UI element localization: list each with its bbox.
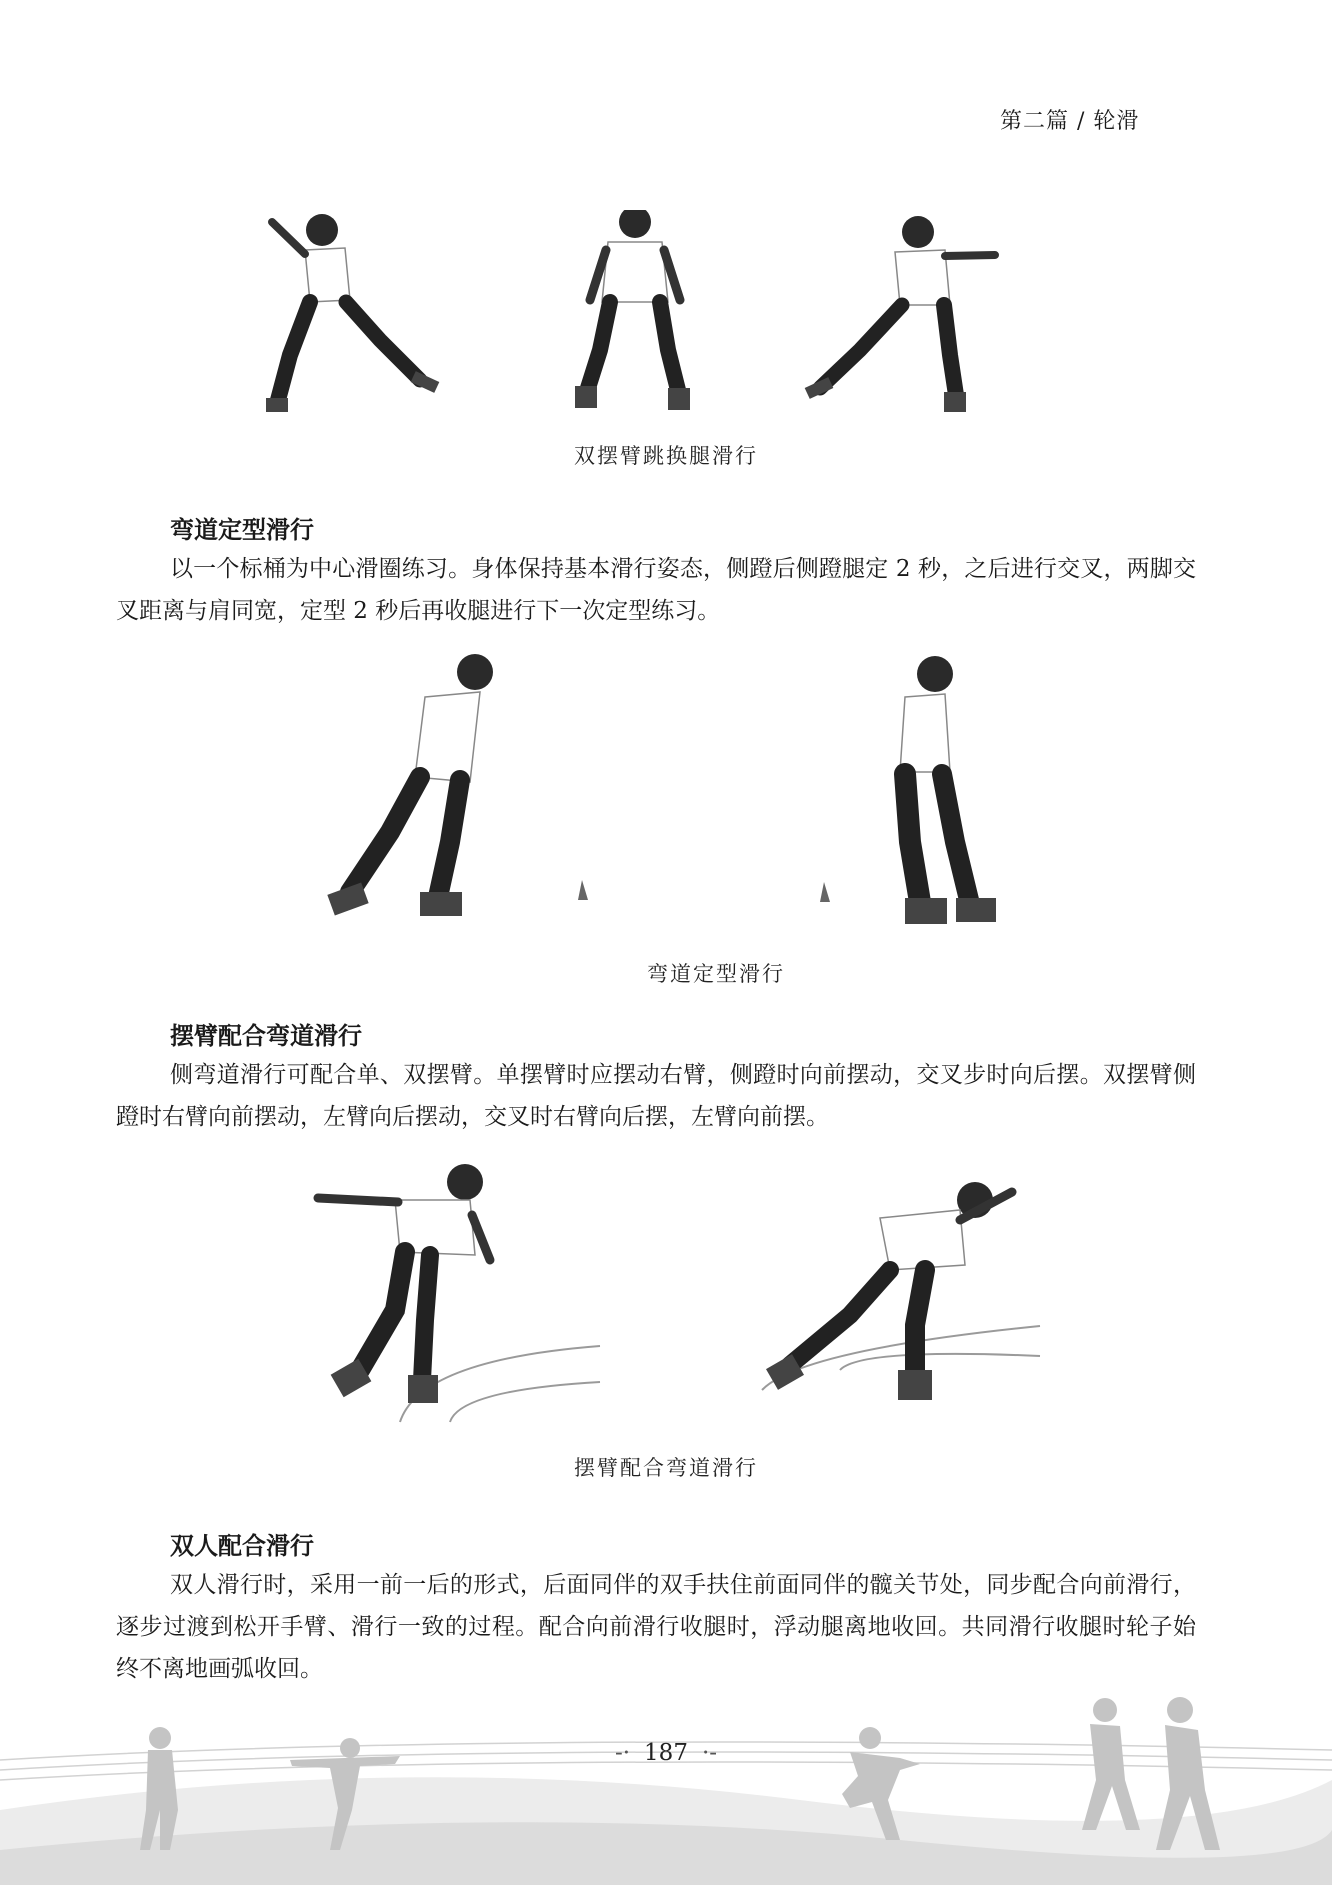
footer-decoration — [0, 1690, 1332, 1885]
skater-1 — [266, 214, 439, 412]
photo-skaters-jump-switch — [250, 210, 1030, 420]
photo-skaters-cone — [320, 652, 1000, 937]
figure-caption-1: 双摆臂跳换腿滑行 — [574, 444, 758, 468]
skater-left — [327, 654, 493, 916]
running-head: 第二篇 / 轮滑 — [1000, 109, 1140, 134]
section-title-pair-skating: 双人配合滑行 — [170, 1532, 314, 1560]
page-number-ornament-left: -· — [614, 1740, 631, 1766]
page-number-ornament-right: ·- — [701, 1740, 718, 1766]
skater-swing-1 — [318, 1164, 490, 1403]
section-paragraph-arm-swing-curve: 侧弯道滑行可配合单、双摆臂。单摆臂时应摆动右臂，侧蹬时向前摆动，交叉步时向后摆。双摆臂侧蹬时右臂向前摆动，左臂向后摆动，交叉时右臂向后摆，左臂向前摆。 — [116, 1062, 1196, 1130]
section-paragraph-curve-fixed: 以一个标桶为中心滑圈练习。身体保持基本滑行姿态，侧蹬后侧蹬腿定 2 秒，之后进行交叉，两脚交叉距离与肩同宽，定型 2 秒后再收腿进行下一次定型练习。 — [116, 556, 1196, 624]
skater-3 — [805, 216, 995, 412]
page-number-value: 187 — [644, 1740, 688, 1766]
footer-silhouettes-icon — [0, 1690, 1332, 1885]
skater-2 — [575, 210, 690, 410]
cone-right — [820, 882, 830, 902]
cone-left — [578, 880, 588, 900]
figure-curve-fixed — [320, 652, 1000, 937]
figure-caption-2: 弯道定型滑行 — [647, 962, 785, 986]
photo-skaters-curve — [300, 1160, 1045, 1425]
section-paragraph-pair-skating: 双人滑行时，采用一前一后的形式，后面同伴的双手扶住前面同伴的髋关节处，同步配合向前滑行，逐步过渡到松开手臂、滑行一致的过程。配合向前滑行收腿时，浮动腿离地收回。共同滑行收腿时轮子始终不离地画弧收回。 — [116, 1572, 1196, 1682]
figure-arm-swing-curve — [300, 1160, 1045, 1425]
section-title-curve-fixed: 弯道定型滑行 — [170, 516, 314, 544]
figure-double-arm-swing — [250, 210, 1030, 420]
page-number — [0, 1740, 1332, 1766]
figure-caption-3: 摆臂配合弯道滑行 — [574, 1456, 758, 1480]
skater-right — [900, 656, 996, 924]
section-title-arm-swing-curve: 摆臂配合弯道滑行 — [170, 1022, 362, 1050]
